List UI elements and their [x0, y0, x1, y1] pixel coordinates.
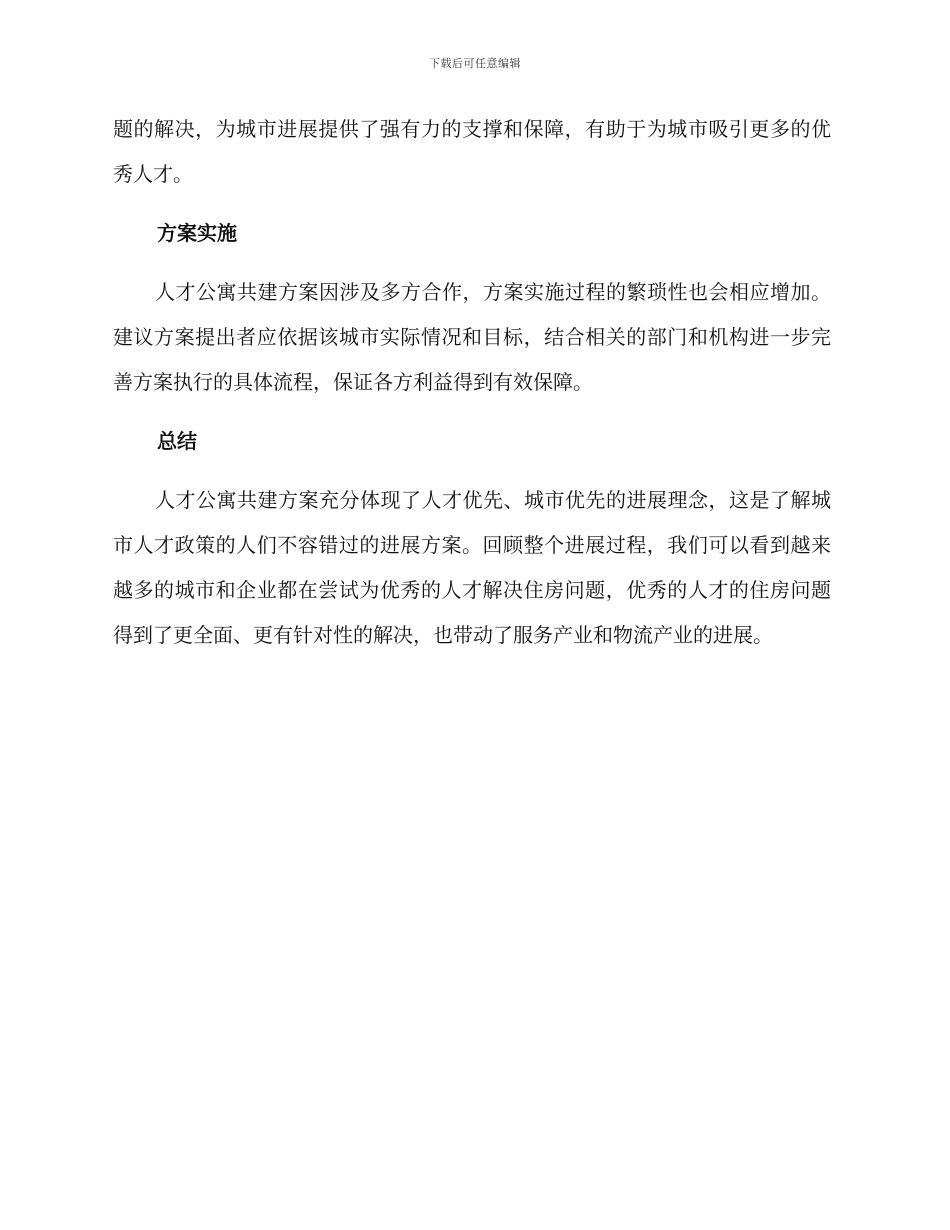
summary-paragraph: 人才公寓共建方案充分体现了人才优先、城市优先的进展理念，这是了解城市人才政策的人们不容错过的进展方案。回顾整个进展过程，我们可以看到越来越多的城市和企业都在尝试为优秀的人才解决住房问题，优秀的人才的住房问题得到了更全面、更有针对性的解决，也带动了服务产业和物流产业的进展。: [113, 488, 831, 647]
spacer: [113, 464, 831, 478]
section-heading-implementation: 方案实施: [157, 221, 237, 245]
page-header-note: 下载后可任意编辑: [429, 57, 521, 70]
document-body: [113, 107, 831, 658]
implementation-paragraph: 人才公寓共建方案因涉及多方合作，方案实施过程的繁琐性也会相应增加。建议方案提出者应依据该城市实际情况和目标，结合相关的部门和机构进一步完善方案执行的具体流程，保证各方利益得到有效保障。: [113, 280, 831, 394]
section-heading-summary: 总结: [157, 429, 197, 453]
spacer: [113, 405, 831, 419]
spacer: [113, 256, 831, 270]
intro-paragraph: 题的解决，为城市进展提供了强有力的支撑和保障，有助于为城市吸引更多的优秀人才。: [113, 117, 831, 186]
spacer: [113, 197, 831, 211]
